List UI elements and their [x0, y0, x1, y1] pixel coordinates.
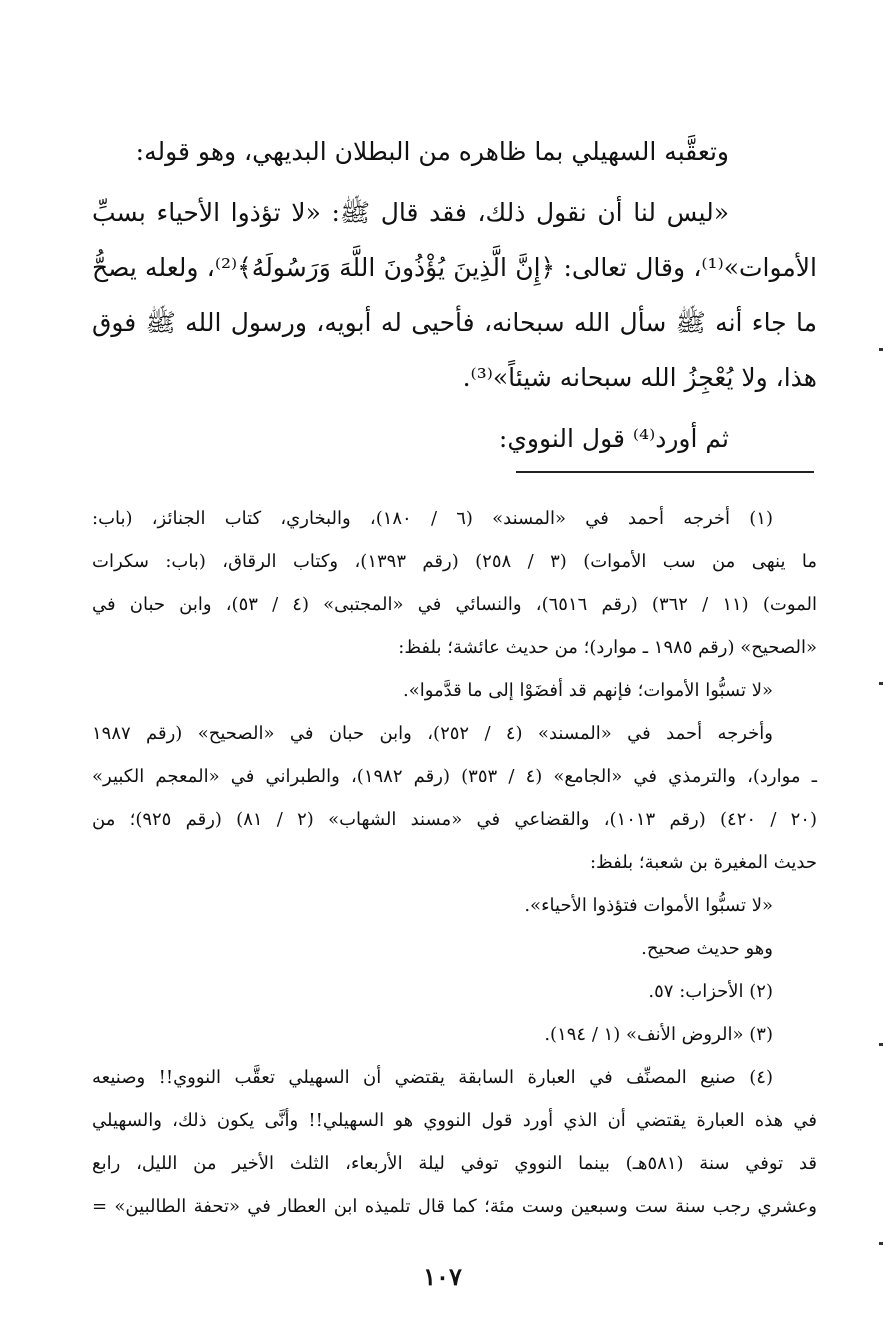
quote-line-3: ما جاء أنه ﷺ سأل الله سبحانه، فأحيى له أبويه، ورسول الله ﷺ فوق: [92, 308, 817, 337]
margin-tick-mark: [879, 348, 883, 351]
footnote-1b-line-2: ـ موارد)، والترمذي في «الجامع» (٤ / ٣٥٣) (رقم ١٩٨٢)، والطبراني في «المعجم الكبير»: [92, 766, 817, 787]
footnote-1b-grade: وهو حديث صحيح.: [641, 938, 773, 959]
footnote-1-line-4: «الصحيح» (رقم ١٩٨٥ ـ موارد)؛ من حديث عائشة؛ بلفظ:: [398, 637, 817, 658]
main-text: [92, 124, 817, 466]
footnote-1-line-1: (١) أخرجه أحمد في «المسند» (٦ / ١٨٠)، والبخاري، كتاب الجنائز، (باب:: [92, 508, 773, 529]
footnote-1-quote: «لا تسبُّوا الأموات؛ فإنهم قد أفضَوْا إلى ما قدَّموا».: [402, 680, 773, 701]
footnotes: [92, 497, 817, 1228]
margin-tick-mark: [879, 1242, 883, 1245]
quote-line-4: هذا، ولا يُعْجِزُ الله سبحانه شيئاً»⁽³⁾.: [462, 363, 817, 392]
footnote-separator: [516, 471, 814, 473]
footnote-1b-line-3: (٢٠ / ٤٢٠) (رقم ١٠١٣)، والقضاعي في «مسند الشهاب» (٢ / ٨١) (رقم ٩٢٥)؛ من: [92, 809, 818, 830]
footnote-4-line-3: قد توفي سنة (٥٨١هـ) بينما النووي توفي ليلة الأربعاء، الثلث الأخير من الليل، رابع: [92, 1153, 818, 1174]
footnote-4-line-4: وعشري رجب سنة ست وسبعين وست مئة؛ كما قال تلميذه ابن العطار في «تحفة الطالبين» =: [92, 1196, 817, 1217]
paragraph-intro: وتعقَّبه السهيلي بما ظاهره من البطلان البديهي، وهو قوله:: [135, 137, 729, 166]
footnote-1b-line-1: وأخرجه أحمد في «المسند» (٤ / ٢٥٢)، وابن حبان في «الصحيح» (رقم ١٩٨٧: [92, 723, 773, 744]
footnote-2: (٢) الأحزاب: ٥٧.: [648, 981, 773, 1002]
quote-line-2: الأموات»⁽¹⁾، وقال تعالى: ﴿إِنَّ الَّذِينَ يُؤْذُونَ اللَّهَ وَرَسُولَهُ﴾⁽²⁾، ولعله يصحُّ: [92, 253, 818, 282]
footnote-3: (٣) «الروض الأنف» (١ / ١٩٤).: [544, 1024, 773, 1045]
page-number: ١٠٧: [423, 1262, 462, 1291]
footnote-1-line-2: ما ينهى من سب الأموات) (٣ / ٢٥٨) (رقم ١٣٩٣)، وكتاب الرقاق، (باب: سكرات: [92, 551, 817, 572]
paragraph-nawawi: ثم أورد⁽⁴⁾ قول النووي:: [498, 424, 729, 453]
margin-tick-mark: [879, 1043, 883, 1046]
footnote-1b-line-4: حديث المغيرة بن شعبة؛ بلفظ:: [589, 852, 817, 873]
quote-line-1: «ليس لنا أن نقول ذلك، فقد قال ﷺ: «لا تؤذوا الأحياء بسبِّ: [92, 198, 729, 227]
footnote-4-line-2: في هذه العبارة يقتضي أن الذي أورد قول النووي هو السهيلي!! وأنَّى يكون ذلك، والسهيلي: [92, 1110, 817, 1131]
footnote-1b-quote: «لا تسبُّوا الأموات فتؤذوا الأحياء».: [524, 895, 773, 916]
footnote-1-line-3: الموت) (١١ / ٣٦٢) (رقم ٦٥١٦)، والنسائي في «المجتبى» (٤ / ٥٣)، وابن حبان في: [92, 594, 818, 615]
margin-tick-mark: [879, 682, 883, 685]
footnote-4-line-1: (٤) صنيع المصنِّف في العبارة السابقة يقتضي أن السهيلي تعقَّب النووي!! وصنيعه: [92, 1067, 773, 1088]
